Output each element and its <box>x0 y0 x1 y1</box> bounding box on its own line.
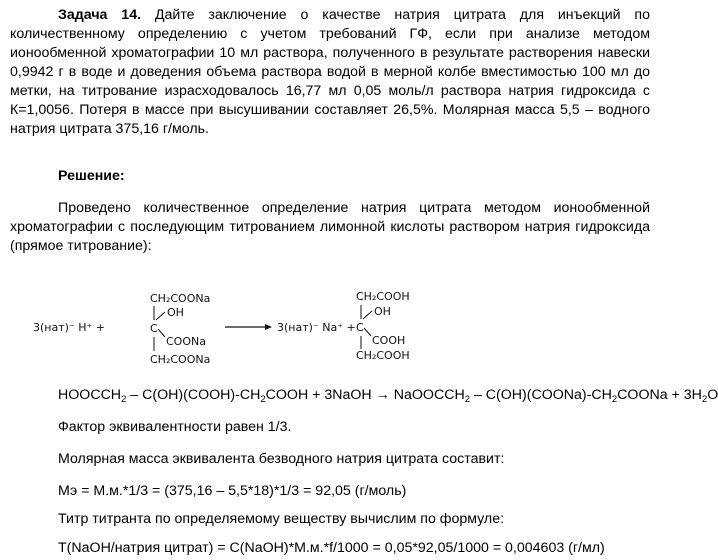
scheme-bond <box>156 312 165 320</box>
scheme-left-mid: COONa <box>166 335 206 348</box>
scheme-right-c: C <box>356 321 364 334</box>
solution-heading: Решение: <box>58 168 125 184</box>
scheme-left-bottom: CH₂COONa <box>150 353 211 366</box>
reaction-scheme <box>25 283 445 371</box>
eq-part: – C(OH)(COONa)-CH <box>470 387 612 403</box>
scheme-bond <box>363 311 372 319</box>
task-label: Задача 14. <box>58 7 142 23</box>
eq-subscript: 2 <box>121 394 127 405</box>
factor-line: Фактор эквивалентности равен 1/3. <box>58 419 292 435</box>
titer-intro-line: Титр титранта по определяемому веществу вычислим по формуле: <box>58 511 505 527</box>
scheme-left-reagent: 3(нат)⁻ H⁺ + <box>33 321 106 334</box>
eq-part: COOH + 3NaOH → NaOOCCH <box>265 387 465 403</box>
reaction-arrow-head <box>265 324 272 330</box>
scheme-right-reagent: 3(нат)⁻ Na⁺ + <box>277 321 356 334</box>
solution-intro: Проведено количественное определение натрия цитрата методом ионообменной хроматографии с последующим титрованием лимонной кислоты раствором натрия гидроксида (прямое титрование): <box>10 200 650 254</box>
eq-subscript: 2 <box>464 394 470 405</box>
scheme-left-c: C <box>150 322 158 335</box>
scheme-right-bottom: CH₂COOH <box>356 349 410 362</box>
scheme-right-top: CH₂COOH <box>356 290 410 303</box>
eq-part: HOOCCH <box>58 387 122 403</box>
scheme-right-mid: COOH <box>372 334 406 347</box>
scheme-left-oh: OH <box>167 306 184 319</box>
scheme-right-oh: OH <box>374 305 391 318</box>
scheme-left-top: CH₂COONa <box>150 292 211 305</box>
reaction-equation <box>58 386 718 405</box>
eq-subscript: 2 <box>701 394 708 405</box>
molar-formula-line: Мэ = М.м.*1/3 = (375,16 – 5,5*18)*1/3 = 92,05 (г/моль) <box>58 483 407 499</box>
eq-subscript: 2 <box>611 394 618 405</box>
scheme-bond <box>364 328 371 336</box>
molar-intro-line: Молярная масса эквивалента безводного натрия цитрата составит: <box>58 451 505 467</box>
eq-part: O <box>707 387 718 403</box>
eq-part: COONa + 3H <box>617 387 702 403</box>
titer-formula-line: Т(NaOH/натрия цитрат) = С(NaOH)*М.м.*f/1000 = 0,05*92,05/1000 = 0,004603 (г/мл) <box>58 540 605 556</box>
scheme-bond <box>158 329 165 337</box>
reaction-scheme-svg <box>25 283 445 371</box>
eq-subscript: 2 <box>260 394 266 405</box>
eq-part: – C(OH)(COOH)-CH <box>126 387 261 403</box>
task-text: Дайте заключение о качестве натрия цитрата для инъекций по количественному определению с учетом требований ГФ, если при анализе методом ионообменной хроматографии 10 мл раствора, полученного в результате растворения навески 0,9942 г в воде и доведения объема раствора водой в мерной колбе вместимостью 100 мл до метки, на титрование израсходовалось 16,77 мл 0,05 моль/л раствора натрия гидроксида с К=1,0056. Потеря в массе при высушивании составляет 26,5%. Молярная масса 5,5 – водного натрия цитрата 375,16 г/моль. <box>10 7 650 137</box>
task-paragraph <box>10 6 650 139</box>
